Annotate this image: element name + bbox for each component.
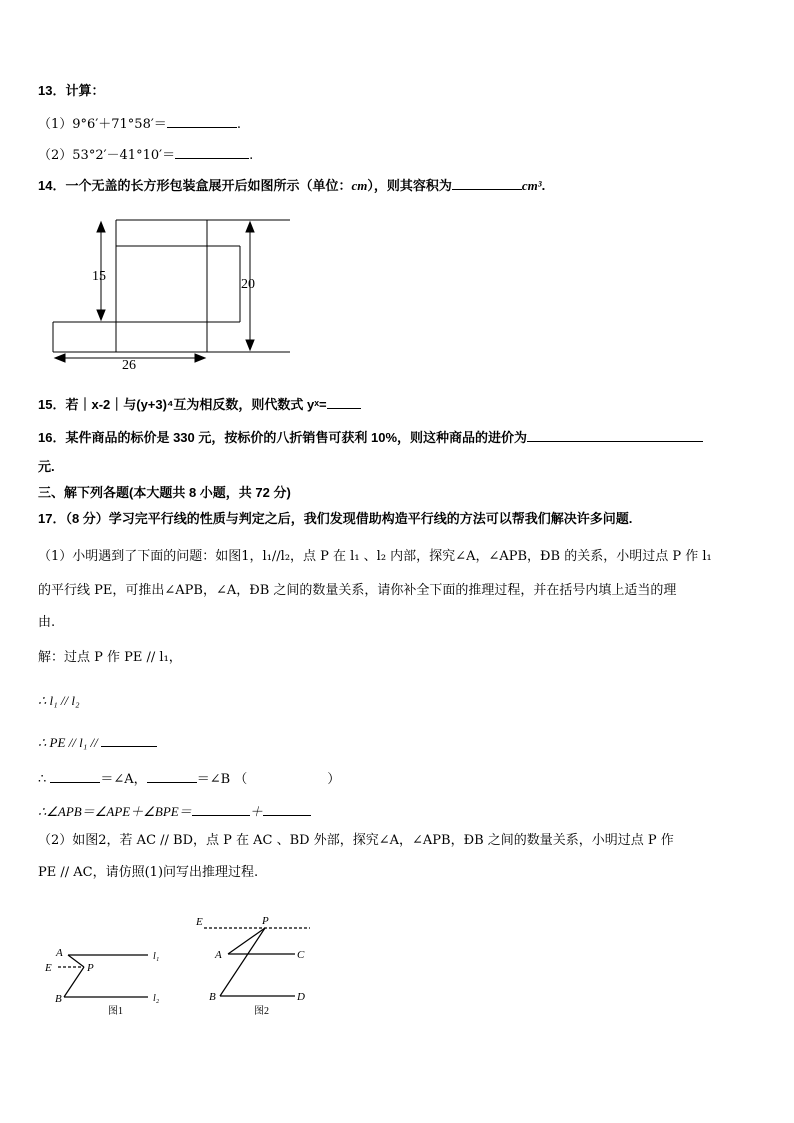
q14-answer-blank[interactable] bbox=[452, 176, 522, 190]
q17-step4-blank-2[interactable] bbox=[263, 802, 311, 816]
q17-p1-line1 bbox=[38, 548, 712, 566]
fig1-label-A: A bbox=[56, 947, 63, 959]
q13-p1-end: . bbox=[236, 117, 241, 132]
q14-text: 14．一个无盖的长方形包装盒展开后如图所示（单位： bbox=[38, 178, 352, 193]
fig2-segment-AP bbox=[228, 928, 265, 954]
q17-intro bbox=[38, 510, 632, 528]
fig1-label-E: E bbox=[45, 962, 52, 974]
figure-2 bbox=[190, 908, 330, 1018]
q17-p1-line2 bbox=[38, 582, 676, 600]
q17-step2-text: ∴ PE // l₁ // bbox=[38, 735, 101, 750]
q17-p2-line1 bbox=[38, 832, 674, 850]
fig1-segment-AP bbox=[68, 955, 84, 967]
fig1-label-P: P bbox=[87, 962, 94, 974]
fig2-label-P: P bbox=[262, 915, 269, 927]
q14-unit-cm: cm bbox=[351, 178, 368, 193]
q17-step2-blank[interactable] bbox=[101, 733, 157, 747]
q17-step1 bbox=[38, 692, 80, 710]
fig2-label-C: C bbox=[297, 949, 305, 961]
q17-solution-head-text: 解：过点 P 作 PE // l₁， bbox=[38, 650, 182, 665]
q17-solution-head bbox=[38, 649, 182, 667]
q17-step4 bbox=[38, 802, 311, 821]
fig2-label-A: A bbox=[215, 949, 222, 961]
q17-step2 bbox=[38, 733, 157, 752]
q14-text2: ），则其容积为 bbox=[367, 178, 452, 193]
fig2-label-E: E bbox=[196, 916, 203, 928]
fig2-label-D: D bbox=[297, 991, 305, 1003]
q17-step3-mid: ＝∠A， bbox=[100, 772, 147, 787]
q13-p2-answer-blank[interactable] bbox=[175, 145, 249, 159]
q15-answer-blank[interactable] bbox=[327, 395, 361, 409]
q17-p2-line1-text: （2）如图2，若 AC // BD，点 P 在 AC 、BD 外部，探究∠A，∠APB，ÐB 之间的数量关系，小明过点 P 作 bbox=[38, 833, 674, 848]
figure-1 bbox=[40, 940, 175, 1020]
q15-question bbox=[38, 395, 361, 414]
q13-p1-answer-blank[interactable] bbox=[167, 114, 237, 128]
q17-p1-line1-text: （1）小明遇到了下面的问题：如图1，l₁//l₂，点 P 在 l₁ 、l₂ 内部，探究∠A，∠APB，ÐB 的关系，小明过点 P 作 l₁ bbox=[38, 549, 712, 564]
fig1-label-B: B bbox=[55, 993, 62, 1005]
q13-heading bbox=[38, 82, 104, 100]
q13-part2 bbox=[38, 145, 253, 165]
fig14-label-15: 15 bbox=[92, 269, 106, 284]
q17-p1-line3 bbox=[38, 614, 55, 632]
q17-p2-line2 bbox=[38, 864, 258, 882]
q13-part1 bbox=[38, 114, 241, 134]
q16-answer-blank[interactable] bbox=[527, 428, 703, 442]
q17-step3-blank-1[interactable] bbox=[50, 769, 100, 783]
q17-p1-line3-text: 由. bbox=[38, 615, 56, 630]
q15-text: 15．若｜x-2｜与(y+3)⁴互为相反数，则代数式 yˣ= bbox=[38, 397, 327, 412]
q17-step3-mid2: ＝∠B （ bbox=[196, 772, 248, 787]
q17-step4-plus: ＋ bbox=[249, 804, 263, 819]
section-3-title: 三、解下列各题(本大题共 8 小题，共 72 分) bbox=[38, 485, 291, 500]
fig1-segment-PB bbox=[64, 967, 84, 997]
fig14-label-26: 26 bbox=[122, 358, 136, 373]
q16-question bbox=[38, 428, 703, 447]
q17-p2-line2-text: PE // AC，请仿照(1)问写出推理过程. bbox=[38, 865, 259, 880]
q14-end: . bbox=[541, 178, 546, 193]
fig1-caption: 图1 bbox=[108, 1006, 123, 1017]
q13-p2-expression: （2）53°2′－41°10′＝ bbox=[38, 148, 176, 163]
q17-intro-text: 17．（8 分）学习完平行线的性质与判定之后，我们发现借助构造平行线的方法可以帮我们解决许多问题. bbox=[38, 511, 633, 526]
fig2-caption: 图2 bbox=[254, 1006, 269, 1017]
fig2-segment-PB bbox=[220, 928, 265, 996]
q17-step1-text: ∴ l₁ // l₂ bbox=[38, 693, 80, 708]
q16-continuation bbox=[38, 458, 55, 476]
q13-p1-expression: （1）9°6′＋71°58′＝ bbox=[38, 117, 167, 132]
fig1-label-l1: l₁ bbox=[153, 951, 160, 962]
fig2-label-B: B bbox=[209, 991, 216, 1003]
q16-text: 16．某件商品的标价是 330 元，按标价的八折销售可获利 10%，则这种商品的进价为 bbox=[38, 430, 528, 445]
q17-step4-text: ∴∠APB＝∠APE＋∠BPE＝ bbox=[38, 804, 192, 819]
q16-cont-text: 元. bbox=[38, 459, 55, 474]
q13-head-text: 13．计算： bbox=[38, 83, 105, 98]
q17-step3-end: ） bbox=[327, 772, 341, 787]
section-3-heading bbox=[38, 484, 291, 502]
q17-p1-line2-text: 的平行线 PE，可推出∠APB，∠A，ÐB 之间的数量关系，请你补全下面的推理过程，并在括号内填上适当的理 bbox=[38, 583, 677, 598]
q17-step4-blank-1[interactable] bbox=[192, 802, 250, 816]
q17-step3-blank-2[interactable] bbox=[147, 769, 197, 783]
fig1-label-l2: l₂ bbox=[153, 993, 160, 1004]
q14-box-net-figure bbox=[48, 214, 298, 374]
q14-question bbox=[38, 176, 545, 195]
q14-unit-cm3: cm³ bbox=[521, 178, 542, 193]
q17-step3: ∴ ＝∠A， ＝∠B （ ） bbox=[38, 769, 340, 789]
fig14-label-20: 20 bbox=[241, 277, 255, 292]
q13-p2-end: . bbox=[249, 148, 254, 163]
